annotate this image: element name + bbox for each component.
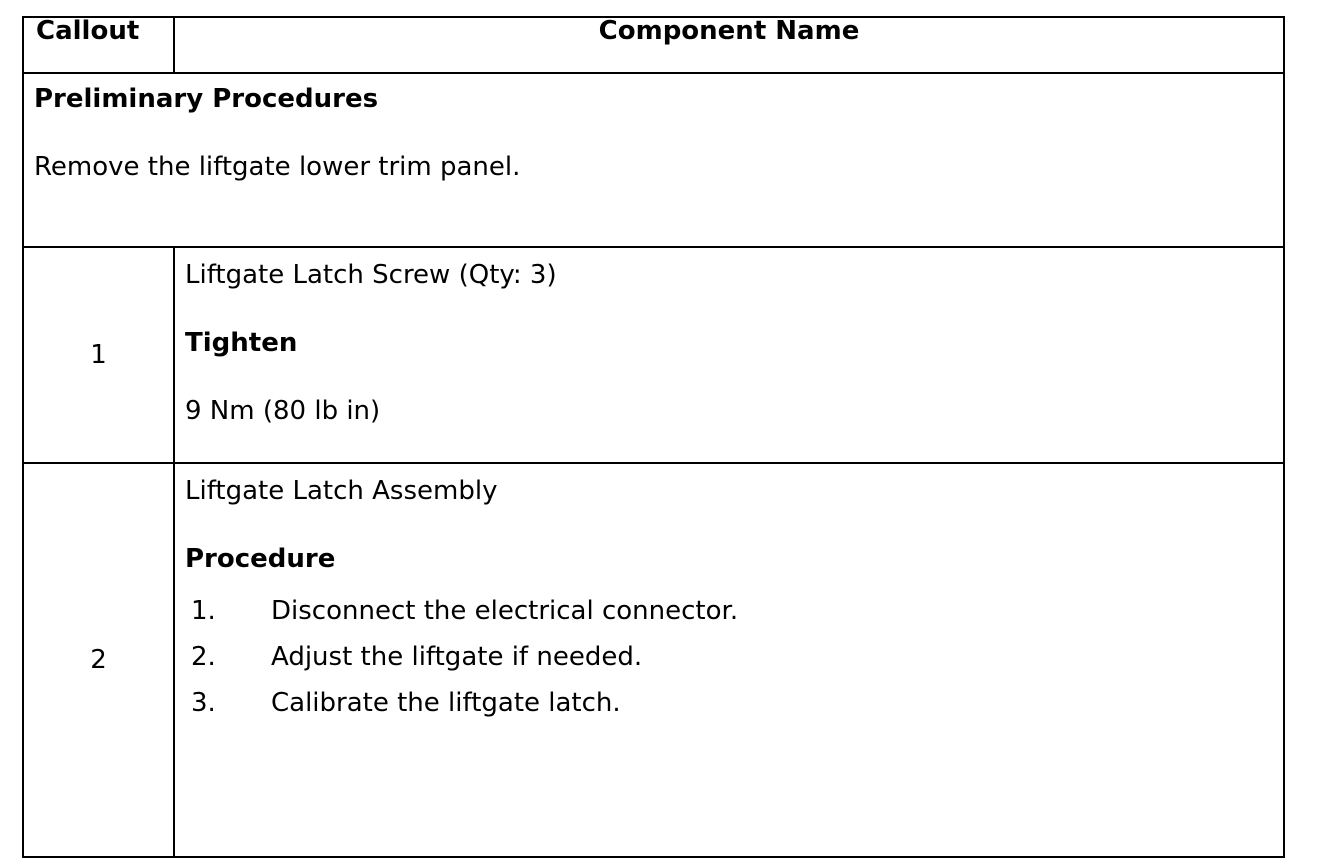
component-name: Liftgate Latch Assembly (185, 476, 498, 506)
list-item (185, 598, 1273, 624)
step-number: 3. (191, 688, 216, 718)
procedure-heading: Procedure (185, 544, 336, 574)
table-header-row (23, 17, 1284, 73)
procedure-table (22, 16, 1285, 858)
step-text: Disconnect the electrical connector. (271, 596, 739, 626)
table-row (23, 463, 1284, 857)
step-number: 2. (191, 642, 216, 672)
table-row (23, 247, 1284, 463)
preliminary-title: Preliminary Procedures (34, 84, 379, 114)
list-item (185, 690, 1273, 716)
step-text: Calibrate the liftgate latch. (271, 688, 621, 718)
tighten-heading: Tighten (185, 328, 298, 358)
preliminary-cell (23, 73, 1284, 247)
preliminary-text: Remove the liftgate lower trim panel. (34, 152, 521, 182)
callout-number: 2 (23, 463, 174, 857)
torque-spec: 9 Nm (80 lb in) (185, 396, 381, 426)
callout-header: Callout (23, 17, 174, 73)
component-name: Liftgate Latch Screw (Qty: 3) (185, 260, 557, 290)
component-cell (174, 247, 1284, 463)
step-number: 1. (191, 596, 216, 626)
step-text: Adjust the liftgate if needed. (271, 642, 643, 672)
preliminary-row (23, 73, 1284, 247)
component-name-header: Component Name (174, 17, 1284, 73)
callout-number: 1 (23, 247, 174, 463)
list-item (185, 644, 1273, 670)
component-cell (174, 463, 1284, 857)
procedure-steps-list (185, 598, 1273, 716)
